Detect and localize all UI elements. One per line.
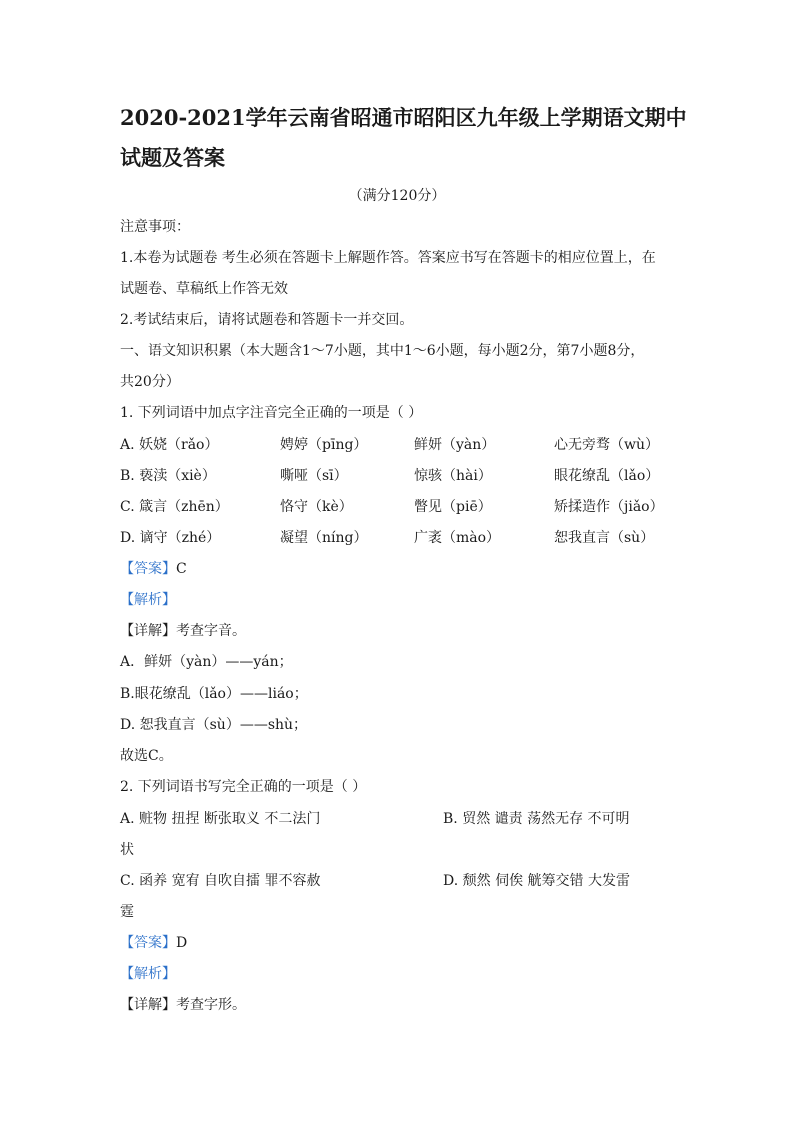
q2-analysis-tag: 【解析】	[120, 966, 176, 982]
q1-option-b-2: 嘶哑（sī）	[280, 468, 348, 484]
q1-option-a-3: 鲜妍（yàn）	[414, 437, 496, 453]
q1-option-d-4: 恕我直言（sù）	[554, 530, 655, 546]
q1-option-b-3: 惊骇（hài）	[414, 468, 492, 484]
notice-heading: 注意事项：	[120, 219, 190, 235]
q1-option-d-2: 凝望（níng）	[280, 530, 368, 546]
page-title-line1: 2020-2021学年云南省昭通市昭阳区九年级上学期语文期中	[120, 105, 687, 130]
q1-option-c-4: 矫揉造作（jiǎo）	[554, 499, 664, 515]
q1-detail-text: 考查字音。	[176, 623, 246, 639]
q2-answer-value: D	[176, 935, 188, 951]
q2-option-b-line2: 状	[120, 842, 134, 858]
q1-option-d-1: D. 谪守（zhé）	[120, 530, 221, 546]
section1-line1: 一、语文知识积累（本大题含1～7小题，其中1～6小题，每小题2分，第7小题8分，	[120, 343, 645, 359]
q2-option-a: A. 赃物 扭捏 断张取义 不二法门	[120, 811, 321, 827]
q1-answer	[120, 559, 187, 579]
q1-detail	[120, 621, 246, 641]
q1-option-a-1: A. 妖娆（rǎo）	[120, 437, 219, 453]
q1-answer-tag: 【答案】	[120, 561, 176, 577]
q1-option-c-1: C. 箴言（zhēn）	[120, 499, 229, 515]
q2-option-c: C. 函养 宽宥 自吹自擂 罪不容赦	[120, 873, 321, 889]
q1-option-b-1: B. 亵渎（xiè）	[120, 468, 216, 484]
q1-option-b-4: 眼花缭乱（lǎo）	[554, 468, 660, 484]
q2-option-b-line1: B. 贸然 谴责 荡然无存 不可明	[443, 811, 630, 827]
q2-option-d-line1: D. 颓然 伺俟 觥筹交错 大发雷	[443, 873, 630, 889]
notice-item2: 2.考试结束后，请将试题卷和答题卡一并交回。	[120, 312, 414, 328]
q1-option-d-3: 广袤（mào）	[414, 530, 501, 546]
q2-detail	[120, 995, 246, 1015]
q2-option-d-line2: 霆	[120, 904, 134, 920]
page-title-line2: 试题及答案	[120, 145, 225, 170]
q2-answer	[120, 933, 187, 953]
q1-option-c-2: 恪守（kè）	[280, 499, 353, 515]
q2-stem: 2. 下列词语书写完全正确的一项是（ ）	[120, 779, 367, 795]
q1-explanation-b: B.眼花缭乱（lǎo）——liáo；	[120, 686, 308, 702]
q1-explanation-a: A．鲜妍（yàn）——yán；	[120, 654, 293, 670]
q1-option-a-2: 娉婷（pīng）	[280, 437, 368, 453]
q1-analysis-tag: 【解析】	[120, 592, 176, 608]
q1-detail-tag: 【详解】	[120, 623, 176, 639]
q1-explanation-d: D. 恕我直言（sù）——shù；	[120, 717, 308, 733]
q1-conclusion: 故选C。	[120, 748, 173, 764]
q2-answer-tag: 【答案】	[120, 935, 176, 951]
section1-line2: 共20分）	[120, 374, 180, 390]
notice-item1-line1: 1.本卷为试题卷 考生必须在答题卡上解题作答。答案应书写在答题卡的相应位置上，在	[120, 250, 656, 266]
q2-detail-tag: 【详解】	[120, 997, 176, 1013]
q2-detail-text: 考查字形。	[176, 997, 246, 1013]
q1-answer-value: C	[176, 561, 187, 577]
q1-option-a-4: 心无旁骛（wù）	[554, 437, 659, 453]
q1-option-c-3: 瞥见（piē）	[414, 499, 492, 515]
score-note: （满分120分）	[348, 188, 446, 204]
notice-item1-line2: 试题卷、草稿纸上作答无效	[120, 281, 288, 297]
q1-stem: 1. 下列词语中加点字注音完全正确的一项是（ ）	[120, 405, 423, 421]
